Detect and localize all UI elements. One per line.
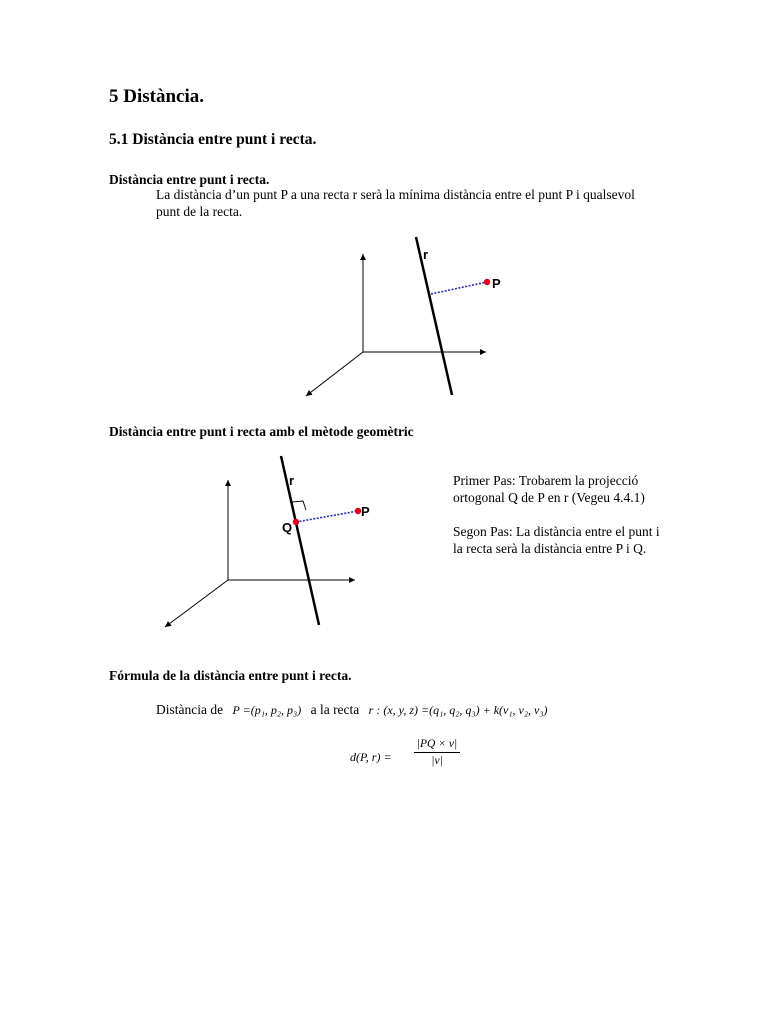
section-title: 5 Distància.	[109, 86, 204, 107]
distance-segment	[431, 282, 487, 294]
distance-figure-2	[155, 450, 380, 635]
step-1: Primer Pas: Trobarem la projecció ortogonal Q de P en r (Vegeu 4.4.1)	[453, 473, 645, 505]
line-r	[281, 456, 319, 625]
distance-segment-pq	[296, 511, 358, 522]
line-expression: r : (x, y, z) =(q₁, q₂, q₃) + k(v₁, v₂, v₃)	[368, 703, 548, 717]
definition-heading: Distància entre punt i recta.	[109, 172, 270, 187]
formula-heading: Fórmula de la distància entre punt i recta.	[109, 668, 352, 683]
intro-middle: a la recta	[310, 702, 360, 717]
formula-denominator: |v|	[431, 755, 443, 767]
geometric-heading: Distància entre punt i recta amb el mètode geomètric	[109, 424, 414, 439]
step-2: Segon Pas: La distància entre el punt i la recta serà la distància entre P i Q.	[453, 524, 660, 556]
point-p	[484, 279, 490, 285]
definition-text: La distància d’un punt P a una recta r serà la mínima distància entre el punt P i qualsevol punt de la recta.	[156, 187, 635, 219]
distance-figure-1	[290, 230, 510, 405]
point-p-label: P	[492, 276, 501, 291]
formula-lhs: d(P, r) =	[350, 750, 392, 764]
point-q	[293, 519, 299, 525]
formula-fraction	[412, 736, 462, 769]
line-r-label: r	[423, 247, 429, 262]
point-p-label: P	[361, 504, 370, 519]
formula-intro	[156, 702, 548, 718]
right-angle-mark	[292, 501, 306, 512]
method-steps	[453, 472, 668, 574]
x-axis	[165, 580, 228, 627]
line-r-label: r	[289, 473, 295, 488]
distance-formula	[350, 736, 480, 776]
formula-numerator: |PQ × v|	[416, 738, 458, 750]
point-expression: P =(p₁, p₂, p₃)	[232, 703, 302, 717]
point-q-label: Q	[282, 520, 293, 535]
intro-prefix: Distància de	[156, 702, 224, 717]
subsection-title: 5.1 Distància entre punt i recta.	[109, 131, 317, 148]
line-r	[416, 237, 452, 395]
x-axis	[306, 352, 363, 396]
